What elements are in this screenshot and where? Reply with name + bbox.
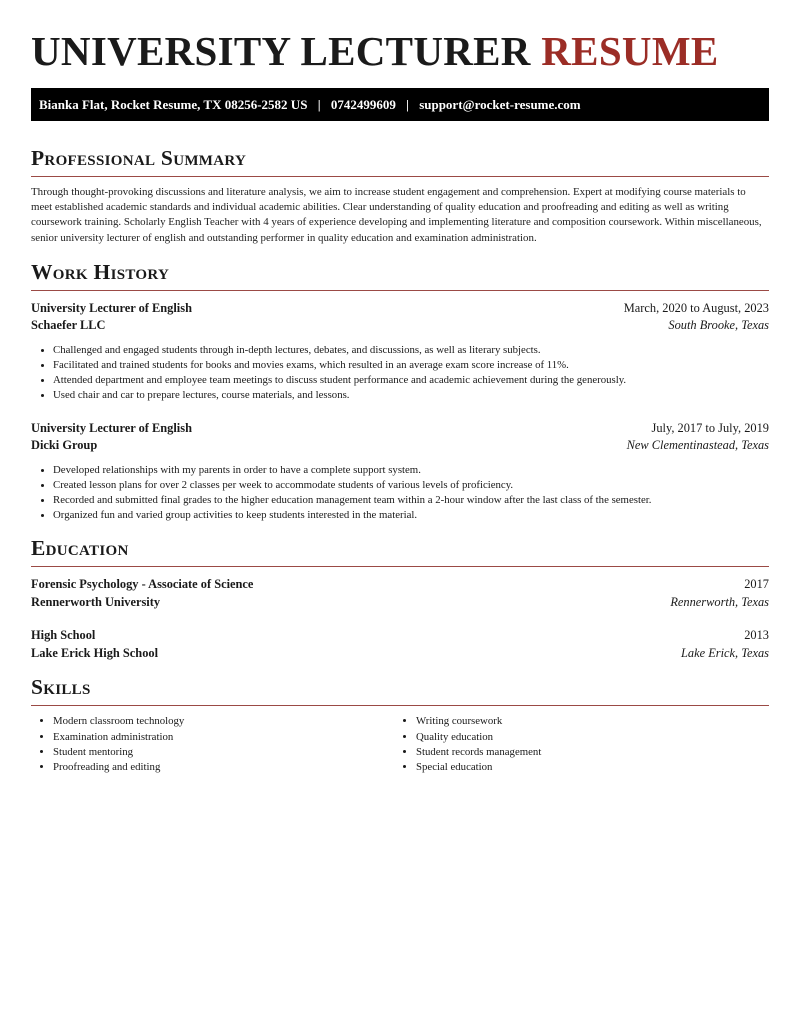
skill-item: • Special education (416, 760, 757, 775)
job-bullet: • Organized fun and varied group activities to keep students interested in the material. (53, 508, 769, 523)
job-bullet: • Developed relationships with my parents in order to have a complete support system. (53, 463, 769, 478)
skills-list (31, 714, 769, 775)
job-bullet: • Used chair and car to prepare lectures, course materials, and lessons. (53, 388, 769, 403)
job-title: University Lecturer of English (31, 420, 192, 435)
summary-text: Through thought-provoking discussions and literature analysis, we aim to increase student engagement and comprehension. Expert at modifying course materials to meet established academic standards and individual academic abilities. Clear understanding of quality education and proofreading and editing as well as writing coursework training. Scholarly English Teacher with 4 years of experience developing and implementing literature and composition coursework. Within miscellaneous, senior university lecturer of english and outstanding performer in quality education and examination administration. (31, 186, 762, 244)
job-bullets (31, 343, 769, 404)
education-location: Rennerworth, Texas (670, 594, 769, 609)
section-heading-work: Work History (31, 259, 769, 291)
contact-separator: | (317, 97, 321, 112)
job-bullet: • Recorded and submitted final grades to the higher education management team within a 2-hour window after the last class of the semester. (53, 493, 769, 508)
job-bullet: • Challenged and engaged students through in-depth lectures, debates, and discussions, as well as literary subjects. (53, 343, 769, 358)
contact-separator: | (406, 97, 409, 112)
job-company: Dicki Group (31, 438, 98, 453)
skills-column-left (31, 714, 394, 775)
job-bullets (31, 463, 769, 524)
job-location: South Brooke, Texas (668, 318, 769, 333)
section-heading-skills: Skills (31, 674, 769, 706)
skill-item: • Modern classroom technology (53, 714, 394, 729)
education-location: Lake Erick, Texas (681, 645, 769, 660)
section-heading-education: Education (31, 535, 769, 567)
contact-phone[interactable]: 0742499609 (330, 97, 396, 112)
education-degree: Forensic Psychology - Associate of Science (31, 577, 254, 592)
section-heading-summary: Professional Summary (31, 145, 769, 177)
work-entry (31, 300, 769, 404)
title-main: UNIVERSITY LECTURER (31, 28, 531, 74)
skill-item: • Examination administration (53, 730, 394, 745)
job-title: University Lecturer of English (31, 300, 192, 315)
education-degree: High School (31, 628, 96, 643)
education-school: Rennerworth University (31, 594, 161, 609)
job-location: New Clementinastead, Texas (626, 438, 769, 453)
job-dates: March, 2020 to August, 2023 (623, 300, 769, 315)
title-accent: RESUME (541, 28, 719, 74)
job-dates: July, 2017 to July, 2019 (651, 420, 769, 435)
resume-page (31, 0, 769, 775)
education-year: 2013 (744, 628, 769, 643)
skill-item: • Student mentoring (53, 745, 394, 760)
skill-item: • Student records management (416, 745, 757, 760)
skills-column-right (394, 714, 757, 775)
contact-address: Bianka Flat, Rocket Resume, TX 08256-2582 US (39, 97, 308, 112)
skill-item: • Proofreading and editing (53, 760, 394, 775)
work-entry (31, 420, 769, 524)
education-school: Lake Erick High School (31, 645, 159, 660)
education-year: 2017 (744, 577, 769, 592)
contact-email[interactable]: support@rocket-resume.com (419, 97, 581, 112)
job-bullet: • Attended department and employee team meetings to discuss student performance and academic achievement during the generously. (53, 373, 769, 388)
education-entry (31, 627, 769, 662)
skill-item: • Quality education (416, 730, 757, 745)
skill-item: • Writing coursework (416, 714, 757, 729)
job-bullet: • Facilitated and trained students for books and movies exams, which resulted in an average exam score increase of 11%. (53, 358, 769, 373)
resume-title (31, 28, 769, 74)
education-entry (31, 576, 769, 611)
contact-bar (31, 88, 769, 121)
job-company: Schaefer LLC (31, 318, 106, 333)
job-bullet: • Created lesson plans for over 2 classes per week to accommodate students of various levels of proficiency. (53, 478, 769, 493)
